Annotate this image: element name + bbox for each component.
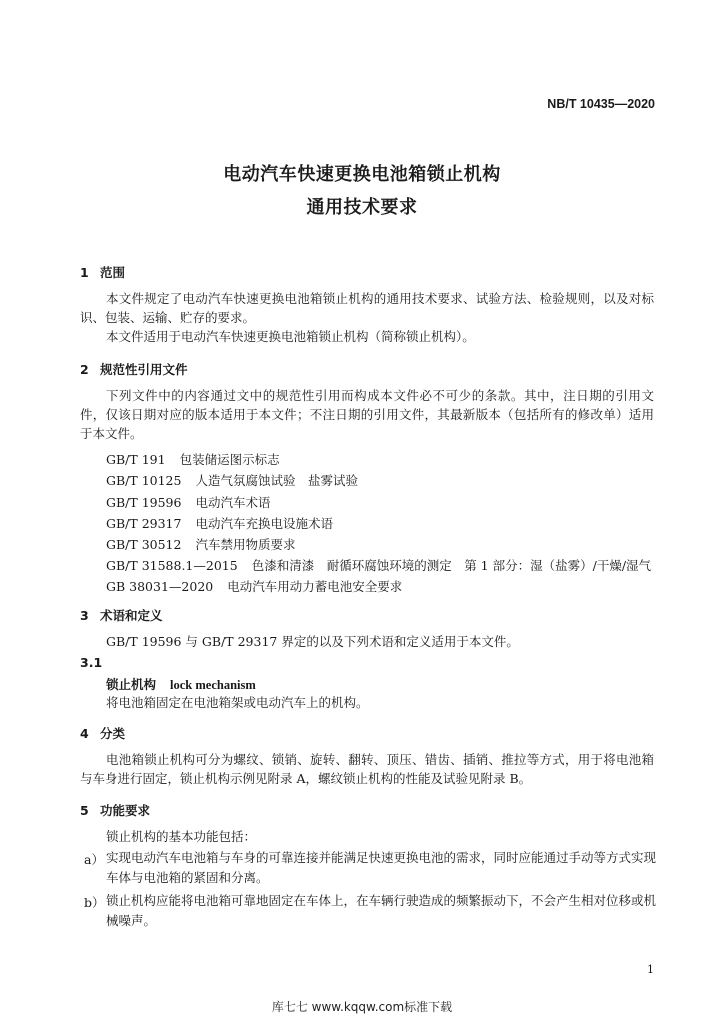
section-title: 分类 [100,726,126,741]
reference-code: GB/T 30512 [106,537,182,552]
reference-item [106,535,295,553]
reference-code: GB/T 191 [106,452,166,467]
reference-title: 包装储运图示标志 [179,452,280,467]
reference-title: 人造气氛腐蚀试验 盐雾试验 [195,473,358,488]
reference-title: 电动汽车充换电设施术语 [195,516,333,531]
document-title-line2: 通用技术要求 [306,197,418,218]
section-5-heading [80,801,150,819]
section-number: 1 [80,265,89,280]
subsection-number: 3.1 [80,655,103,670]
list-item-marker: a） [84,852,104,867]
reference-title: 电动汽车术语 [195,495,271,510]
reference-item [106,556,651,574]
reference-code: GB/T 19596 [106,495,182,510]
reference-title: 电动汽车用动力蓄电池安全要求 [227,579,403,594]
section-number: 4 [80,726,89,741]
page-number: 1 [647,963,654,976]
reference-code: GB/T 31588.1—2015 [106,558,238,573]
section-title: 功能要求 [100,803,151,818]
list-item: 锁止机构应能将电池箱可靠地固定在车体上，在车辆行驶造成的频繁振动下，不会产生相对位移或机械噪声。 [106,893,657,928]
section-number: 2 [80,362,89,377]
term-chinese: 锁止机构 [106,677,157,692]
reference-title: 汽车禁用物质要求 [195,537,296,552]
section-4-heading [80,724,125,742]
reference-item [106,471,358,489]
section-5-paragraph-1: 锁止机构的基本功能包括： [106,829,257,844]
section-3-paragraph-1: GB/T 19596 与 GB/T 29317 界定的以及下列术语和定义适用于本文件。 [106,634,519,649]
reference-item [106,450,280,468]
section-1-heading [80,263,125,281]
section-1-paragraph-2: 本文件适用于电动汽车快速更换电池箱锁止机构（简称锁止机构）。 [106,329,475,344]
section-2-paragraph-1: 下列文件中的内容通过文中的规范性引用而构成本文件必不可少的条款。其中，注日期的引用文件，仅该日期对应的版本适用于本文件；不注日期的引用文件，其最新版本（包括所有的修改单）适用于本文件。 [80,388,654,441]
section-4-paragraph-1: 电池箱锁止机构可分为螺纹、锁销、旋转、翻转、顶压、错齿、插销、推拉等方式，用于将电池箱与车身进行固定，锁止机构示例见附录 A，螺纹锁止机构的性能及试验见附录 B。 [80,752,654,786]
list-item: 实现电动汽车电池箱与车身的可靠连接并能满足快速更换电池的需求，同时应能通过手动等方式实现车体与电池箱的紧固和分离。 [106,850,657,885]
list-item-marker: b） [84,895,105,910]
standard-number: NB/T 10435—2020 [547,97,655,111]
reference-code: GB/T 29317 [106,516,182,531]
section-number: 3 [80,608,89,623]
term-english: lock mechanism [170,678,256,692]
reference-code: GB 38031—2020 [106,579,214,594]
reference-item [106,493,270,511]
watermark-footer: 库七七 www.kqqw.com标准下载 [271,1000,453,1014]
reference-title: 色漆和清漆 耐循环腐蚀环境的测定 第 1 部分：湿（盐雾）/干燥/湿气 [251,558,652,573]
section-number: 5 [80,803,89,818]
section-title: 范围 [100,265,126,280]
reference-item [106,577,402,595]
term-definition: 将电池箱固定在电池箱架或电动汽车上的机构。 [106,695,369,710]
section-2-heading [80,360,188,378]
reference-code: GB/T 10125 [106,473,182,488]
section-title: 规范性引用文件 [100,362,188,377]
document-title-line1: 电动汽车快速更换电池箱锁止机构 [223,164,501,185]
section-3-heading [80,606,163,624]
section-1-paragraph-1: 本文件规定了电动汽车快速更换电池箱锁止机构的通用技术要求、试验方法、检验规则，以及对标识、包装、运输、贮存的要求。 [80,291,654,325]
reference-item [106,514,333,532]
section-title: 术语和定义 [100,608,163,623]
term-entry [106,675,256,693]
